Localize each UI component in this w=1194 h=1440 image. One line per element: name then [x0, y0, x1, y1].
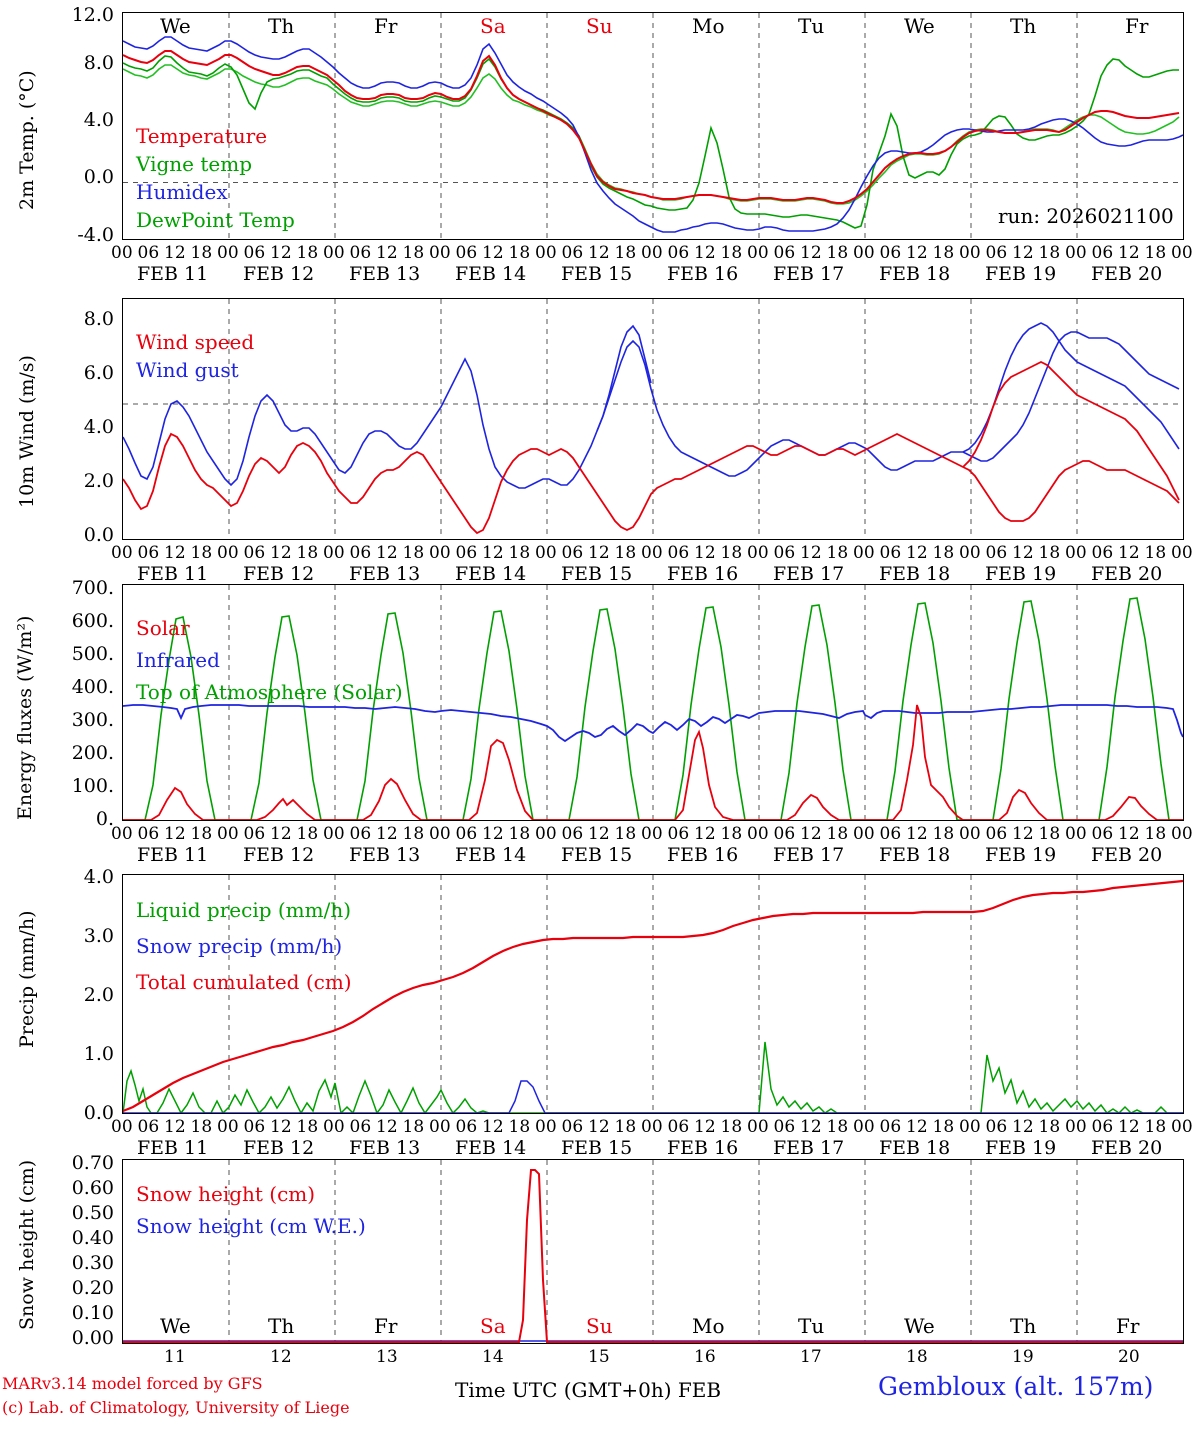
xtick-hour: 18 [402, 1117, 425, 1137]
xtick-day: FEB 11 [137, 844, 209, 866]
xtick-hour: 00 [217, 824, 239, 844]
xtick-hour: 06 [773, 1117, 796, 1137]
xtick-hour: 06 [1091, 243, 1114, 263]
xtick-hour: 12 [270, 1117, 292, 1137]
xtick-hour: 12 [694, 824, 716, 844]
xtick-hour: 12 [376, 543, 398, 563]
xtick-hour: 06 [667, 1117, 690, 1137]
xtick-hour: 06 [879, 1117, 902, 1137]
bottom-day-number: 13 [376, 1347, 398, 1367]
xtick-hour: 18 [720, 243, 743, 263]
footer-model: MARv3.14 model forced by GFS [2, 1374, 263, 1393]
xtick-hour: 12 [270, 243, 292, 263]
xtick-hour: 06 [349, 1117, 372, 1137]
xtick-hour: 00 [641, 543, 663, 563]
xtick-hour: 18 [190, 543, 213, 563]
xtick-hour: 12 [1118, 543, 1140, 563]
xtick-hour: 00 [217, 543, 239, 563]
ytick-precip-3: 3.0 [83, 925, 114, 947]
ytick-snow-7: 0.70 [71, 1152, 114, 1174]
xtick-hour: 06 [1091, 1117, 1114, 1137]
xtick-hour: 12 [588, 243, 610, 263]
xtick-day: FEB 12 [243, 263, 315, 285]
ytick-snow-5: 0.50 [71, 1202, 114, 1224]
xtick-hour: 06 [561, 1117, 584, 1137]
xtick-hour: 18 [1038, 824, 1061, 844]
xtick-day: FEB 19 [985, 263, 1057, 285]
dayname-9: Fr [1125, 14, 1149, 38]
xtick-hour: 12 [1012, 243, 1034, 263]
xtick-hour: 00 [1065, 243, 1087, 263]
xtick-hour: 00 [111, 1117, 133, 1137]
xtick-day: FEB 16 [667, 1137, 739, 1159]
xtick-hour: 06 [349, 243, 372, 263]
xtick-hour: 12 [164, 543, 186, 563]
xtick-hour: 18 [402, 243, 425, 263]
xtick-hour: 06 [243, 824, 266, 844]
xtick-hour: 00 [1171, 543, 1193, 563]
xtick-hour: 00 [959, 824, 981, 844]
bottom-day-number: 19 [1012, 1347, 1034, 1367]
xtick-hour: 00 [111, 543, 133, 563]
xtick-hour: 06 [243, 1117, 266, 1137]
axis-label-precip: Precip (mm/h) [16, 910, 38, 1048]
xtick-hour: 00 [217, 1117, 239, 1137]
xtick-day: FEB 20 [1091, 563, 1163, 585]
xtick-day: FEB 15 [561, 844, 633, 866]
legend-humidex: Humidex [136, 180, 228, 204]
xtick-hour: 00 [111, 243, 133, 263]
bottom-dayname-5: Mo [692, 1314, 725, 1338]
xtick-day: FEB 14 [455, 844, 527, 866]
run-label: run: 2026021100 [998, 204, 1174, 228]
xtick-hour: 18 [190, 1117, 213, 1137]
xtick-day: FEB 16 [667, 263, 739, 285]
ytick-precip-4: 4.0 [83, 866, 114, 888]
legend-wind-speed: Wind speed [136, 330, 255, 354]
xtick-hour: 00 [641, 824, 663, 844]
ytick-energy-4: 400. [71, 676, 114, 698]
xtick-hour: 18 [296, 243, 319, 263]
xtick-hour: 18 [826, 824, 849, 844]
xtick-hour: 18 [720, 1117, 743, 1137]
bottom-day-number: 12 [270, 1347, 292, 1367]
xtick-hour: 12 [270, 543, 292, 563]
xtick-day: FEB 11 [137, 263, 209, 285]
bottom-dayname-1: Th [268, 1314, 295, 1338]
xtick-hour: 00 [535, 243, 557, 263]
xtick-hour: 06 [667, 824, 690, 844]
xtick-day: FEB 15 [561, 263, 633, 285]
xtick-day: FEB 15 [561, 1137, 633, 1159]
ytick-energy-1: 100. [71, 775, 114, 797]
xtick-hour: 00 [1065, 543, 1087, 563]
xtick-hour: 00 [217, 243, 239, 263]
xtick-hour: 12 [588, 824, 610, 844]
xtick-day: FEB 16 [667, 563, 739, 585]
xtick-hour: 06 [879, 824, 902, 844]
xtick-day: FEB 17 [773, 563, 845, 585]
xtick-hour: 12 [376, 824, 398, 844]
xtick-hour: 18 [1144, 1117, 1167, 1137]
xtick-hour: 00 [429, 243, 451, 263]
xtick-hour: 12 [800, 824, 822, 844]
legend-vigne: Vigne temp [136, 152, 253, 176]
dayname-2: Fr [374, 14, 398, 38]
legend-liquid-precip: Liquid precip (mm/h) [136, 898, 352, 922]
dayname-8: Th [1010, 14, 1037, 38]
legend-dewpoint: DewPoint Temp [136, 208, 295, 232]
xtick-hour: 00 [959, 1117, 981, 1137]
xtick-hour: 12 [164, 824, 186, 844]
ytick-temp-2: 4.0 [83, 109, 114, 131]
xtick-hour: 18 [720, 543, 743, 563]
xtick-hour: 06 [137, 243, 160, 263]
xtick-hour: 06 [349, 824, 372, 844]
bottom-day-number: 18 [906, 1347, 928, 1367]
xtick-hour: 12 [482, 543, 504, 563]
xtick-hour: 00 [853, 543, 875, 563]
ytick-snow-4: 0.40 [71, 1227, 114, 1249]
xtick-hour: 12 [376, 1117, 398, 1137]
xtick-day: FEB 13 [349, 1137, 421, 1159]
xtick-hour: 18 [1144, 243, 1167, 263]
ytick-temp-4: 12.0 [71, 4, 114, 26]
axis-label-temp: 2m Temp. (°C) [16, 70, 38, 210]
xtick-hour: 12 [800, 1117, 822, 1137]
xtick-hour: 06 [985, 1117, 1008, 1137]
xtick-hour: 12 [694, 1117, 716, 1137]
xtick-hour: 12 [482, 1117, 504, 1137]
xtick-day: FEB 18 [879, 844, 951, 866]
xtick-hour: 00 [535, 543, 557, 563]
xtick-hour: 18 [932, 543, 955, 563]
xtick-day: FEB 16 [667, 844, 739, 866]
legend-toa: Top of Atmosphere (Solar) [136, 680, 403, 704]
xtick-hour: 00 [1065, 824, 1087, 844]
xtick-hour: 12 [270, 824, 292, 844]
xtick-day: FEB 14 [455, 1137, 527, 1159]
xtick-hour: 18 [1144, 824, 1167, 844]
ytick-snow-3: 0.30 [71, 1252, 114, 1274]
xtick-hour: 12 [694, 543, 716, 563]
bottom-day-number: 17 [800, 1347, 822, 1367]
ytick-snow-2: 0.20 [71, 1277, 114, 1299]
xtick-hour: 00 [429, 1117, 451, 1137]
xtick-hour: 06 [243, 543, 266, 563]
ytick-snow-0: 0.00 [71, 1327, 114, 1349]
bottom-dayname-3: Sa [480, 1314, 506, 1338]
xtick-day: FEB 15 [561, 563, 633, 585]
xtick-day: FEB 17 [773, 1137, 845, 1159]
ytick-energy-2: 200. [71, 742, 114, 764]
xtick-hour: 12 [376, 243, 398, 263]
xtick-hour: 06 [985, 243, 1008, 263]
xtick-hour: 00 [429, 824, 451, 844]
xtick-hour: 00 [747, 543, 769, 563]
dayname-5: Mo [692, 14, 725, 38]
xtick-hour: 12 [906, 1117, 928, 1137]
dayname-6: Tu [798, 14, 825, 38]
xtick-hour: 18 [296, 824, 319, 844]
xtick-day: FEB 12 [243, 1137, 315, 1159]
xtick-hour: 06 [985, 543, 1008, 563]
legend-snow-height: Snow height (cm) [136, 1182, 316, 1206]
plot-wind [122, 298, 1184, 540]
xtick-hour: 06 [137, 543, 160, 563]
xtick-hour: 12 [1118, 824, 1140, 844]
xtick-day: FEB 19 [985, 844, 1057, 866]
ytick-snow-1: 0.10 [71, 1302, 114, 1324]
ytick-precip-1: 1.0 [83, 1043, 114, 1065]
xtick-hour: 06 [773, 824, 796, 844]
ytick-wind-0: 0.0 [83, 524, 114, 546]
xtick-hour: 12 [482, 243, 504, 263]
xtick-hour: 06 [455, 824, 478, 844]
xtick-hour: 06 [773, 543, 796, 563]
bottom-day-number: 11 [164, 1347, 186, 1367]
xtick-hour: 18 [614, 243, 637, 263]
bottom-dayname-2: Fr [374, 1314, 398, 1338]
xtick-hour: 00 [1171, 243, 1193, 263]
xtick-hour: 06 [137, 1117, 160, 1137]
xtick-hour: 06 [455, 543, 478, 563]
dayname-7: We [904, 14, 935, 38]
xtick-hour: 12 [800, 243, 822, 263]
xtick-hour: 18 [932, 824, 955, 844]
ytick-wind-4: 8.0 [83, 308, 114, 330]
xtick-hour: 00 [1171, 1117, 1193, 1137]
xtick-day: FEB 14 [455, 263, 527, 285]
xtick-hour: 18 [402, 543, 425, 563]
xtick-hour: 00 [641, 1117, 663, 1137]
xtick-hour: 12 [1118, 1117, 1140, 1137]
xtick-hour: 12 [1012, 543, 1034, 563]
ytick-precip-2: 2.0 [83, 984, 114, 1006]
xtick-hour: 12 [164, 1117, 186, 1137]
xtick-hour: 18 [1038, 543, 1061, 563]
xtick-hour: 06 [667, 543, 690, 563]
ytick-energy-7: 700. [71, 577, 114, 599]
xtick-hour: 12 [906, 824, 928, 844]
bottom-day-number: 16 [694, 1347, 716, 1367]
xtick-day: FEB 18 [879, 1137, 951, 1159]
xtick-hour: 18 [508, 1117, 531, 1137]
legend-temperature: Temperature [136, 124, 268, 148]
dayname-0: We [160, 14, 191, 38]
xtick-day: FEB 20 [1091, 263, 1163, 285]
xtick-hour: 06 [349, 543, 372, 563]
ytick-wind-1: 2.0 [83, 470, 114, 492]
ytick-temp-1: 0.0 [83, 166, 114, 188]
xtick-hour: 12 [694, 243, 716, 263]
ytick-temp-3: 8.0 [83, 52, 114, 74]
xtick-hour: 18 [614, 824, 637, 844]
ytick-energy-5: 500. [71, 643, 114, 665]
xtick-hour: 18 [1038, 1117, 1061, 1137]
xtick-hour: 06 [1091, 543, 1114, 563]
xtick-day: FEB 20 [1091, 1137, 1163, 1159]
xtick-day: FEB 18 [879, 563, 951, 585]
legend-total-cumulated: Total cumulated (cm) [136, 970, 352, 994]
xtick-hour: 12 [1118, 243, 1140, 263]
xtick-hour: 00 [747, 824, 769, 844]
xtick-hour: 12 [1012, 824, 1034, 844]
bottom-dayname-6: Tu [798, 1314, 825, 1338]
xtick-hour: 00 [853, 824, 875, 844]
xtick-hour: 00 [641, 243, 663, 263]
xtick-hour: 00 [323, 543, 345, 563]
xtick-day: FEB 13 [349, 844, 421, 866]
xtick-hour: 18 [296, 1117, 319, 1137]
xtick-hour: 18 [826, 243, 849, 263]
xtick-day: FEB 12 [243, 563, 315, 585]
xtick-hour: 00 [323, 243, 345, 263]
xtick-hour: 12 [588, 543, 610, 563]
ytick-energy-0: 0. [95, 808, 114, 830]
xtick-hour: 12 [588, 1117, 610, 1137]
xtick-hour: 06 [667, 243, 690, 263]
xtick-hour: 12 [482, 824, 504, 844]
ytick-temp-0: -4.0 [77, 224, 114, 246]
axis-label-snow: Snow height (cm) [16, 1159, 38, 1330]
legend-solar: Solar [136, 616, 190, 640]
xtick-hour: 06 [137, 824, 160, 844]
xtick-hour: 18 [720, 824, 743, 844]
legend-wind-gust: Wind gust [136, 358, 239, 382]
bottom-dayname-8: Th [1010, 1314, 1037, 1338]
xtick-hour: 00 [747, 243, 769, 263]
axis-label-energy: Energy fluxes (W/m²) [14, 615, 36, 820]
ytick-energy-6: 600. [71, 610, 114, 632]
bottom-day-number: 15 [588, 1347, 610, 1367]
xtick-hour: 18 [614, 543, 637, 563]
xtick-hour: 06 [561, 243, 584, 263]
bottom-dayname-9: Fr [1116, 1314, 1140, 1338]
dayname-1: Th [268, 14, 295, 38]
legend-snow-height-we: Snow height (cm W.E.) [136, 1214, 366, 1238]
xtick-hour: 12 [906, 243, 928, 263]
xtick-hour: 12 [164, 243, 186, 263]
dayname-3: Sa [480, 14, 506, 38]
xtick-hour: 18 [508, 543, 531, 563]
xtick-hour: 06 [561, 543, 584, 563]
footer-copyright: (c) Lab. of Climatology, University of Liege [2, 1398, 350, 1417]
xtick-hour: 18 [932, 1117, 955, 1137]
bottom-day-number: 20 [1118, 1347, 1140, 1367]
xtick-hour: 00 [429, 543, 451, 563]
xtick-hour: 00 [1065, 1117, 1087, 1137]
x-axis-title: Time UTC (GMT+0h) FEB [455, 1378, 722, 1402]
xtick-hour: 00 [323, 824, 345, 844]
xtick-hour: 12 [1012, 1117, 1034, 1137]
xtick-hour: 06 [879, 543, 902, 563]
xtick-hour: 18 [1038, 243, 1061, 263]
xtick-day: FEB 11 [137, 563, 209, 585]
xtick-hour: 18 [508, 824, 531, 844]
bottom-dayname-4: Su [586, 1314, 613, 1338]
xtick-hour: 18 [826, 543, 849, 563]
ytick-wind-2: 4.0 [83, 416, 114, 438]
xtick-hour: 18 [402, 824, 425, 844]
xtick-day: FEB 18 [879, 263, 951, 285]
xtick-hour: 00 [111, 824, 133, 844]
xtick-hour: 18 [614, 1117, 637, 1137]
xtick-day: FEB 19 [985, 563, 1057, 585]
station-label: Gembloux (alt. 157m) [878, 1372, 1154, 1401]
xtick-hour: 00 [853, 1117, 875, 1137]
xtick-day: FEB 12 [243, 844, 315, 866]
xtick-hour: 18 [1144, 543, 1167, 563]
xtick-hour: 06 [455, 243, 478, 263]
xtick-day: FEB 17 [773, 263, 845, 285]
xtick-hour: 06 [879, 243, 902, 263]
xtick-hour: 00 [323, 1117, 345, 1137]
xtick-day: FEB 17 [773, 844, 845, 866]
ytick-precip-0: 0.0 [83, 1102, 114, 1124]
xtick-hour: 06 [1091, 824, 1114, 844]
xtick-hour: 06 [561, 824, 584, 844]
xtick-hour: 06 [985, 824, 1008, 844]
xtick-hour: 06 [455, 1117, 478, 1137]
xtick-hour: 00 [1171, 824, 1193, 844]
xtick-hour: 18 [190, 243, 213, 263]
xtick-hour: 00 [535, 1117, 557, 1137]
bottom-day-number: 14 [482, 1347, 504, 1367]
bottom-dayname-7: We [904, 1314, 935, 1338]
ytick-energy-3: 300. [71, 709, 114, 731]
xtick-day: FEB 13 [349, 563, 421, 585]
xtick-hour: 18 [508, 243, 531, 263]
xtick-day: FEB 19 [985, 1137, 1057, 1159]
xtick-hour: 18 [296, 543, 319, 563]
xtick-hour: 18 [190, 824, 213, 844]
bottom-dayname-0: We [160, 1314, 191, 1338]
xtick-hour: 12 [800, 543, 822, 563]
xtick-hour: 00 [535, 824, 557, 844]
ytick-wind-3: 6.0 [83, 362, 114, 384]
xtick-hour: 00 [959, 243, 981, 263]
xtick-hour: 06 [773, 243, 796, 263]
axis-label-wind: 10m Wind (m/s) [16, 355, 38, 508]
xtick-hour: 18 [932, 243, 955, 263]
xtick-day: FEB 20 [1091, 844, 1163, 866]
legend-infrared: Infrared [136, 648, 220, 672]
legend-snow-precip: Snow precip (mm/h) [136, 934, 343, 958]
xtick-hour: 00 [853, 243, 875, 263]
xtick-hour: 06 [243, 243, 266, 263]
dayname-4: Su [586, 14, 613, 38]
xtick-hour: 00 [747, 1117, 769, 1137]
xtick-hour: 00 [959, 543, 981, 563]
xtick-day: FEB 14 [455, 563, 527, 585]
xtick-hour: 18 [826, 1117, 849, 1137]
xtick-hour: 12 [906, 543, 928, 563]
ytick-snow-6: 0.60 [71, 1177, 114, 1199]
xtick-day: FEB 11 [137, 1137, 209, 1159]
xtick-day: FEB 13 [349, 263, 421, 285]
